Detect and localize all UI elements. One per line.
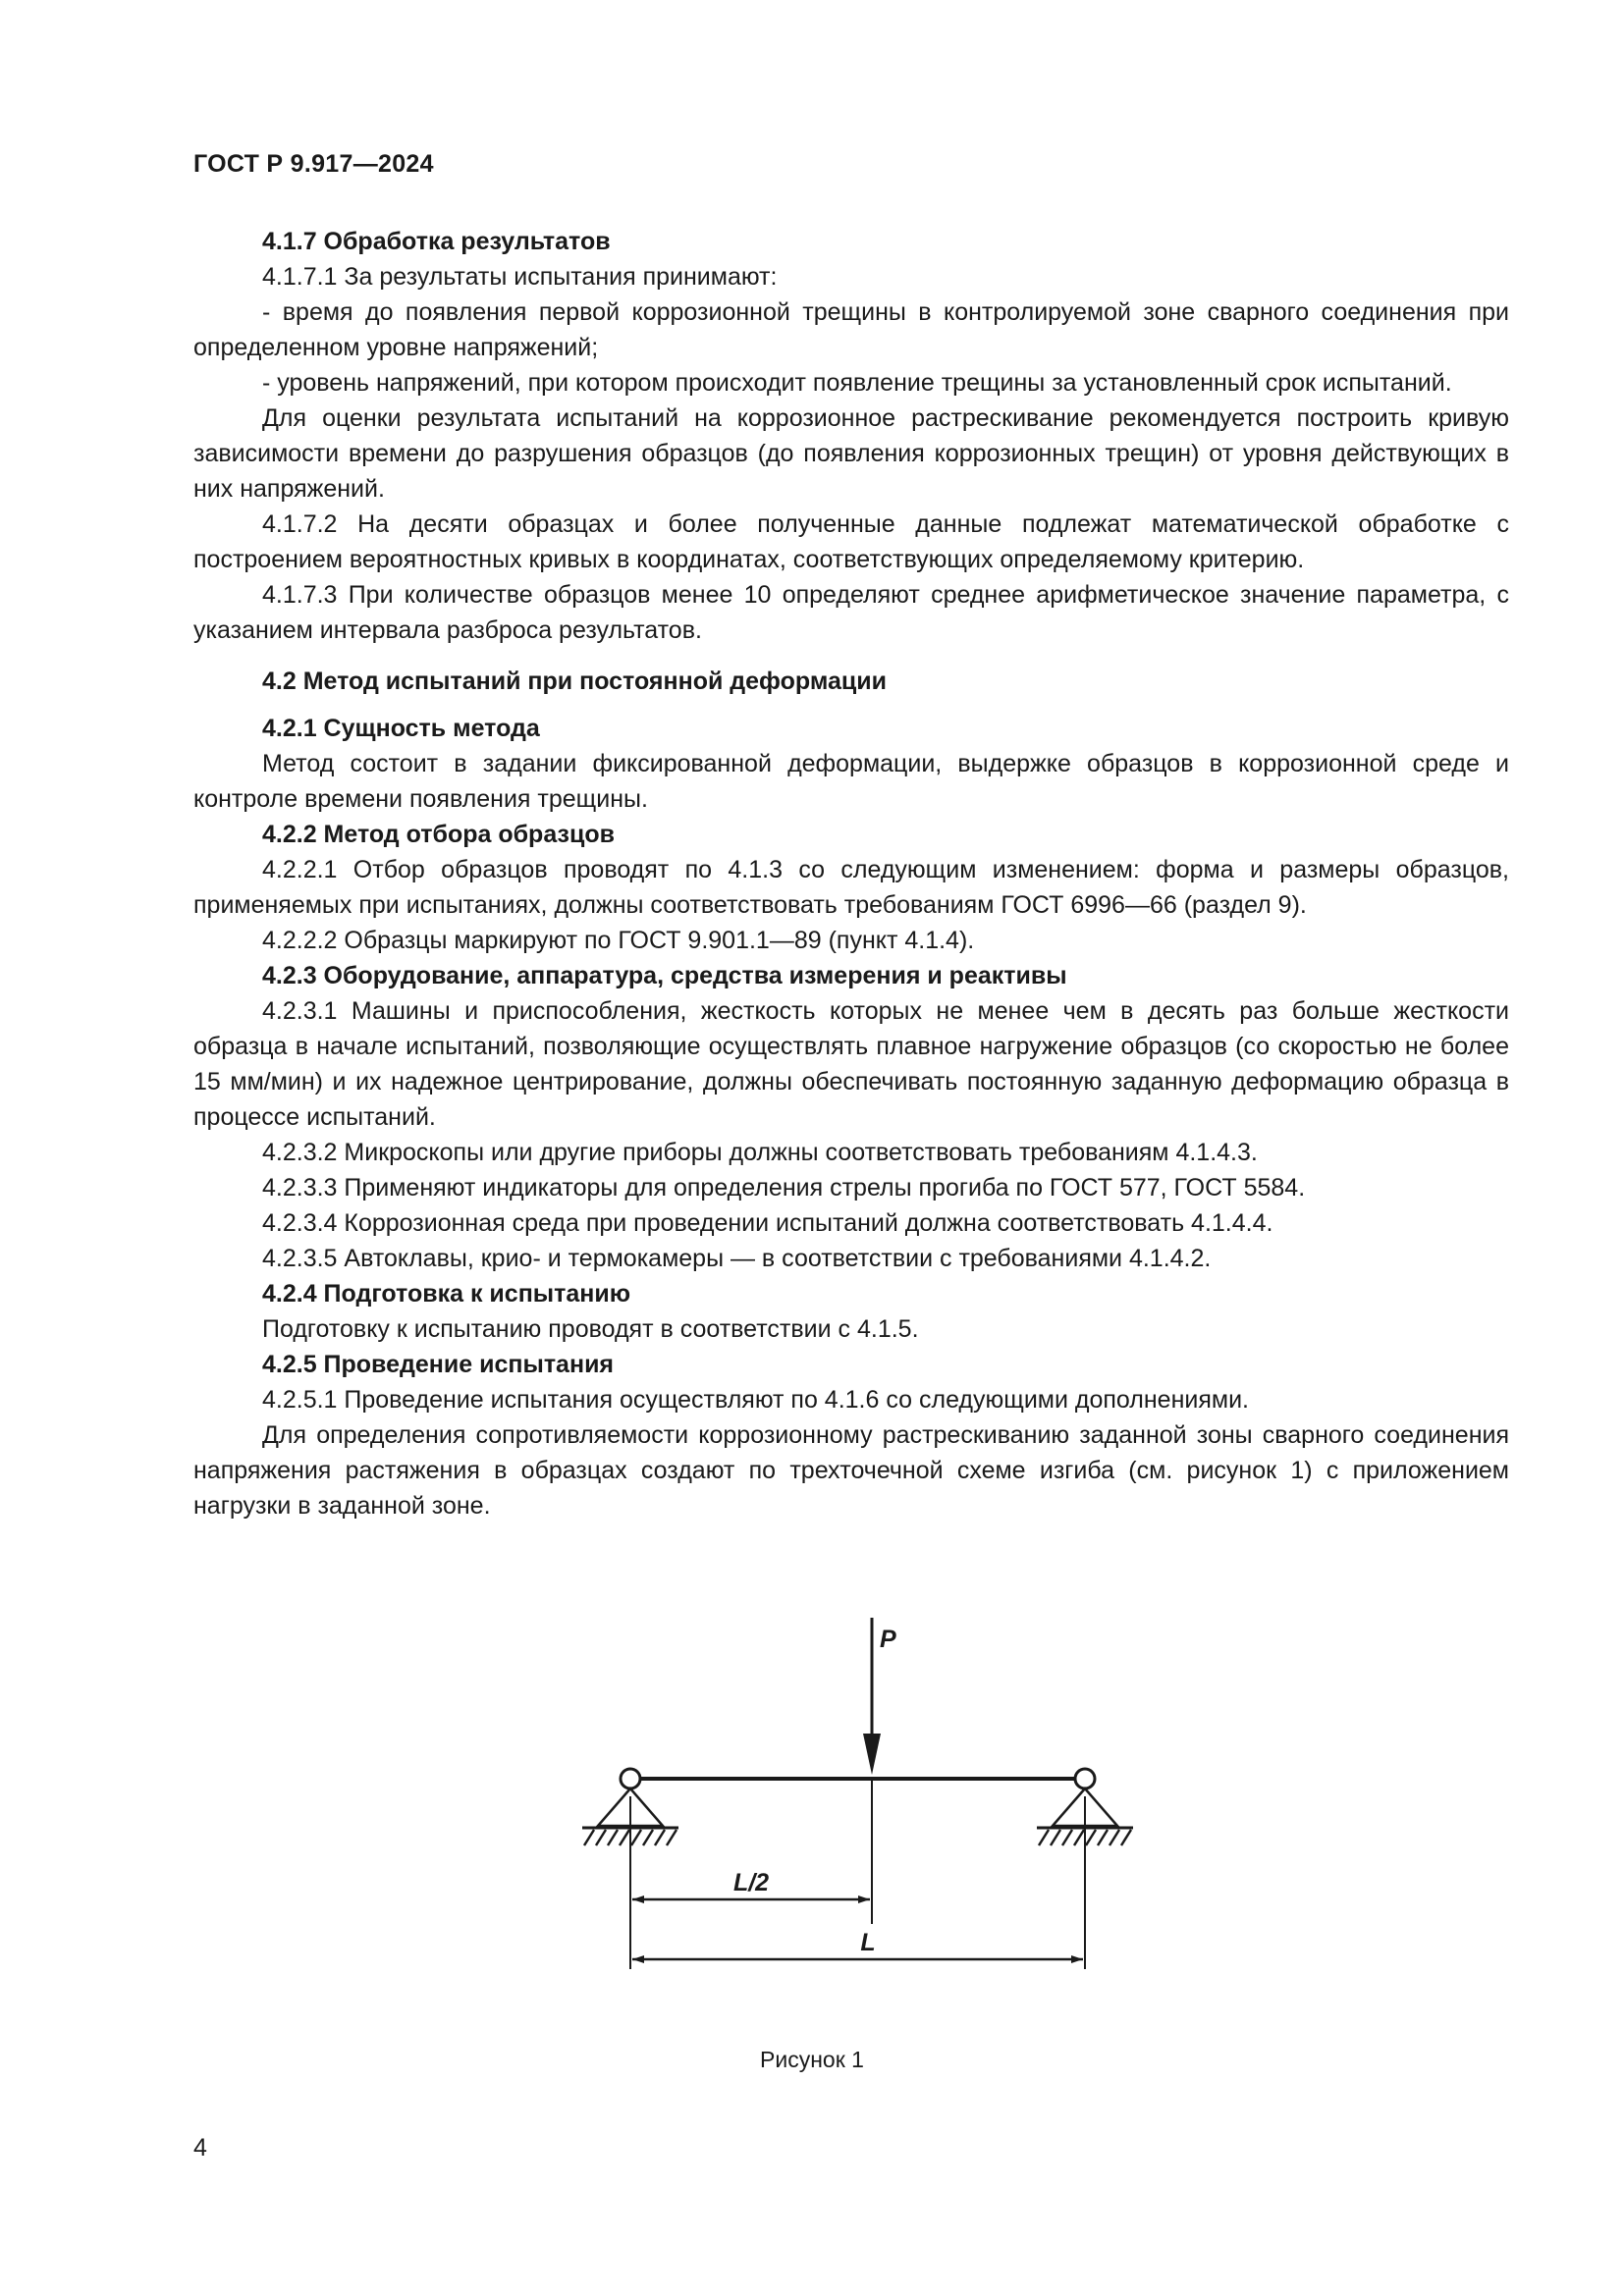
- paragraph: Для оценки результата испытаний на коррозионное растрескивание рекомендуется построить кривую зависимости времени до разрушения образцов (до появления коррозионных трещин) от уровня действующих в них напряжений.: [193, 404, 1509, 503]
- extension-lines: [630, 1779, 1085, 1969]
- span-label: L: [860, 1929, 876, 1956]
- paragraph: 4.1.7.3 При количестве образцов менее 10 определяют среднее арифметическое значение параметра, с указанием интервала разброса результатов.: [193, 581, 1509, 644]
- paragraph: 4.1.7.1 За результаты испытания принимают:: [262, 263, 778, 291]
- paragraph: Метод состоит в задании фиксированной деформации, выдержке образцов в коррозионной среде и контроле времени появления трещины.: [193, 750, 1509, 813]
- paragraph: Для определения сопротивляемости коррозионному растрескиванию заданной зоны сварного соединения напряжения растяжения в образцах создают по трехточечной схеме изгиба (см. рисунок 1) с приложением нагрузки в заданной зоне.: [193, 1421, 1509, 1520]
- section-heading: 4.2.3 Оборудование, аппаратура, средства измерения и реактивы: [262, 962, 1067, 989]
- paragraph: Подготовку к испытанию проводят в соответствии с 4.1.5.: [262, 1315, 919, 1343]
- section-heading: 4.1.7 Обработка результатов: [262, 228, 611, 255]
- paragraph: 4.2.3.5 Автоклавы, крио- и термокамеры — в соответствии с требованиями 4.1.4.2.: [262, 1245, 1212, 1272]
- paragraph: 4.2.3.3 Применяют индикаторы для определения стрелы прогиба по ГОСТ 577, ГОСТ 5584.: [262, 1174, 1306, 1201]
- paragraph: 4.2.2.1 Отбор образцов проводят по 4.1.3 со следующим изменением: форма и размеры образцов, применяемых при испытаниях, должны соответствовать требованиям ГОСТ 6996—66 (раздел 9).: [193, 856, 1509, 919]
- paragraph: - время до появления первой коррозионной трещины в контролируемой зоне сварного соединения при определенном уровне напряжений;: [193, 298, 1509, 361]
- section-heading: 4.2.5 Проведение испытания: [262, 1351, 615, 1378]
- section-heading: 4.2 Метод испытаний при постоянной деформации: [262, 667, 887, 695]
- paragraph: 4.2.3.2 Микроскопы или другие приборы должны соответствовать требованиям 4.1.4.3.: [262, 1139, 1258, 1166]
- paragraph: 4.2.2.2 Образцы маркируют по ГОСТ 9.901.1—89 (пункт 4.1.4).: [262, 927, 975, 954]
- section-heading: 4.2.1 Сущность метода: [262, 715, 540, 742]
- paragraph: - уровень напряжений, при котором происходит появление трещины за установленный срок испытаний.: [262, 369, 1452, 397]
- figure-caption: Рисунок 1: [760, 2047, 864, 2072]
- paragraph: 4.2.5.1 Проведение испытания осуществляют по 4.1.6 со следующими дополнениями.: [262, 1386, 1249, 1414]
- load-arrow: [863, 1618, 881, 1775]
- section-heading: 4.2.4 Подготовка к испытанию: [262, 1280, 631, 1308]
- paragraph: 4.2.3.4 Коррозионная среда при проведении испытаний должна соответствовать 4.1.4.4.: [262, 1209, 1273, 1237]
- page-number: 4: [193, 2134, 207, 2162]
- document-code: ГОСТ Р 9.917—2024: [193, 150, 434, 178]
- paragraph: 4.2.3.1 Машины и приспособления, жесткость которых не менее чем в десять раз больше жесткости образца в начале испытаний, позволяющие осуществлять плавное нагружение образцов (со скоростью не более 15 мм/мин) и их надежное центрирование, должны обеспечивать постоянную заданную деформацию образца в процессе испытаний.: [193, 997, 1509, 1131]
- load-label: P: [880, 1626, 896, 1653]
- half-span-label: L/2: [732, 1869, 770, 1896]
- section-heading: 4.2.2 Метод отбора образцов: [262, 821, 615, 848]
- paragraph: 4.1.7.2 На десяти образцах и более полученные данные подлежат математической обработке с построением вероятностных кривых в координатах, соответствующих определяемому критерию.: [193, 510, 1509, 573]
